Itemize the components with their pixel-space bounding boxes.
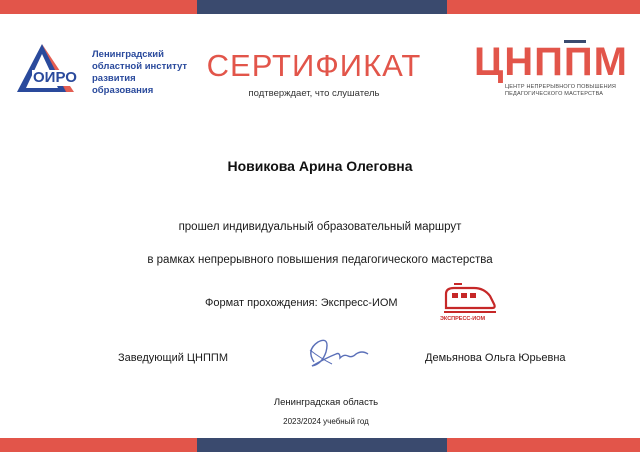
signatory-name: Демьянова Ольга Юрьевна bbox=[425, 352, 566, 364]
body-line-2: в рамках непрерывного повышения педагогического мастерства bbox=[147, 254, 493, 266]
bottom-bar-right bbox=[447, 438, 640, 452]
cnppm-logo-subtitle bbox=[505, 84, 625, 98]
format-text: Формат прохождения: Экспресс-ИОМ bbox=[205, 297, 398, 309]
signatory-title: Заведующий ЦНППМ bbox=[118, 352, 228, 364]
handwritten-signature bbox=[296, 328, 386, 374]
institute-name-line: образования bbox=[92, 85, 154, 96]
bottom-bar-left bbox=[0, 438, 197, 452]
region-text: Ленинградская область bbox=[273, 397, 379, 408]
loiro-mark-text: ОИРО bbox=[33, 69, 77, 86]
body-line-1: прошел индивидуальный образовательный маршрут bbox=[178, 221, 462, 233]
train-icon bbox=[440, 282, 500, 316]
recipient-name: Новикова Арина Олеговна bbox=[227, 158, 413, 174]
top-bar-right bbox=[447, 0, 640, 14]
loiro-logo bbox=[14, 40, 94, 96]
top-bar-left bbox=[0, 0, 197, 14]
express-iom-label: ЭКСПРЕСС-ИОМ bbox=[440, 316, 486, 322]
academic-year: 2023/2024 учебный год bbox=[283, 417, 369, 426]
top-bar-middle bbox=[197, 0, 447, 14]
institute-name bbox=[92, 49, 212, 97]
cnppm-subtitle-line: ПЕДАГОГИЧЕСКОГО МАСТЕРСТВА bbox=[505, 91, 604, 97]
institute-name-line: развития bbox=[92, 73, 136, 84]
institute-name-line: областной институт bbox=[92, 61, 188, 72]
bottom-bar-middle bbox=[197, 438, 447, 452]
certificate-title: СЕРТИФИКАТ bbox=[206, 48, 422, 83]
cnppm-subtitle-line: ЦЕНТР НЕПРЕРЫВНОГО ПОВЫШЕНИЯ bbox=[505, 84, 617, 90]
cnppm-logo-word: ЦНППМ bbox=[474, 40, 628, 84]
institute-name-line: Ленинградский bbox=[92, 49, 164, 60]
loiro-triangle-icon bbox=[14, 40, 94, 96]
certificate-subtitle: подтверждает, что слушатель bbox=[248, 88, 380, 99]
